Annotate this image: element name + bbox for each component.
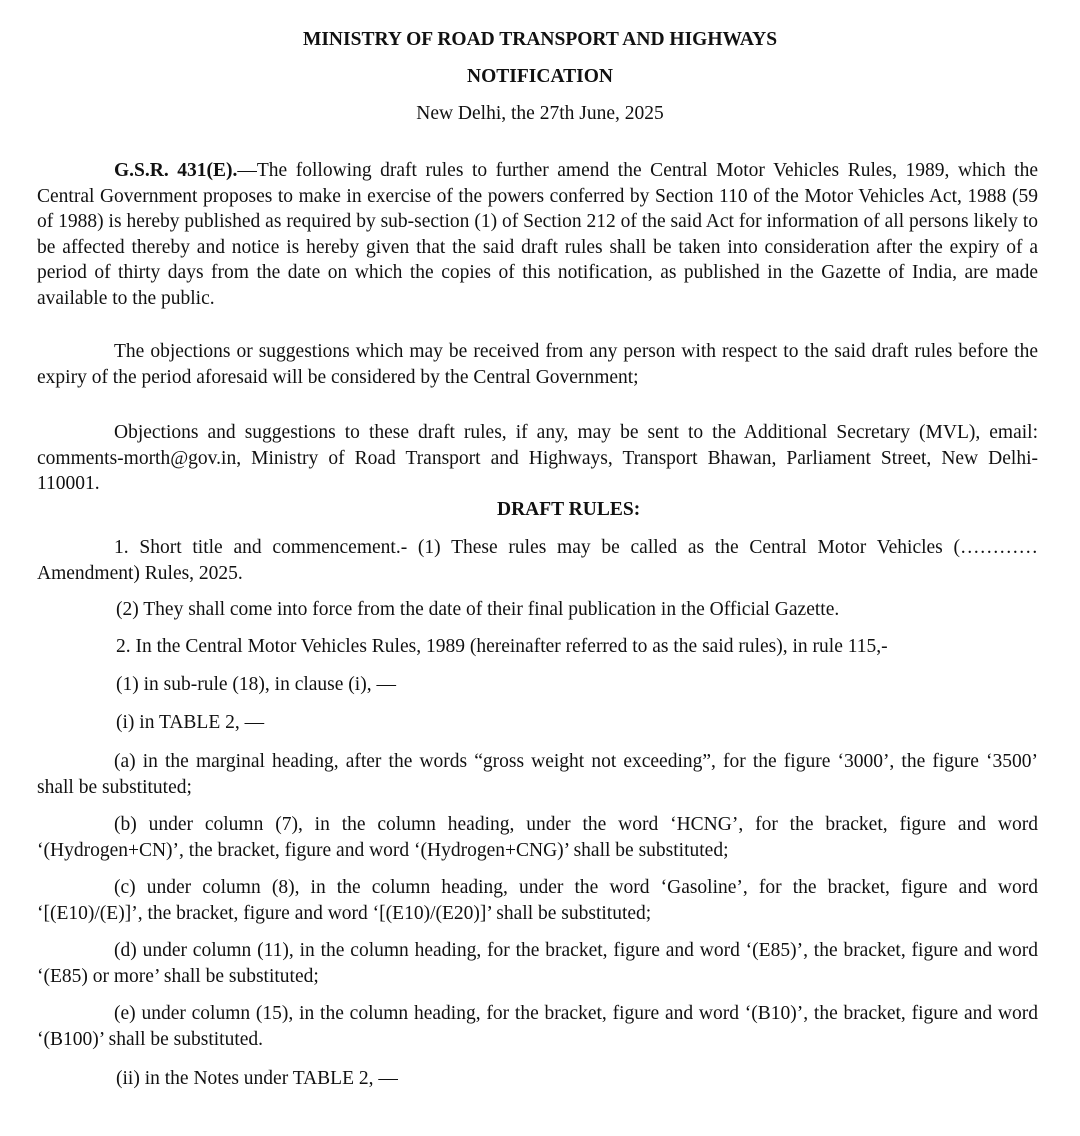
rule-1-commencement: (2) They shall come into force from the date of their final publication in the Official Gazette.: [116, 599, 840, 620]
amendment-d: (d) under column (11), in the column heading, for the bracket, figure and word ‘(E85)’, the bracket, figure and word ‘(E85) or more’ shall be substituted;: [37, 940, 1038, 987]
subrule-18-clause: (1) in sub-rule (18), in clause (i), —: [116, 674, 396, 695]
ministry-heading: MINISTRY OF ROAD TRANSPORT AND HIGHWAYS: [302, 29, 778, 50]
gsr-number: G.S.R. 431(E).: [114, 160, 238, 181]
table-2-item: (i) in TABLE 2, —: [116, 712, 265, 733]
preamble-text: —The following draft rules to further amend the Central Motor Vehicles Rules, 1989, which the Central Government proposes to make in exercise of the powers conferred by Section 110 of the Motor Vehicles Act, 1988 (59 of 1988) is hereby published as required by sub-section (1) of Section 212 of the said Act for information of all persons likely to be affected thereby and notice is hereby given that the said draft rules shall be taken into consideration after the expiry of a period of thirty days from the date on which the copies of this notification, as published in the Gazette of India, are made available to the public.: [37, 160, 1038, 309]
amendment-a: (a) in the marginal heading, after the words “gross weight not exceeding”, for the figure ‘3000’, the figure ‘3500’ shall be substituted;: [37, 751, 1038, 798]
address-paragraph: Objections and suggestions to these draft rules, if any, may be sent to the Additional Secretary (MVL), email: comments-morth@gov.in, Ministry of Road Transport and Highways, Transport Bhawan, Parliament Street, New Delhi-110001.: [37, 422, 1038, 495]
draft-rules-heading: DRAFT RULES:: [497, 499, 641, 520]
amendment-b: (b) under column (7), in the column heading, under the word ‘HCNG’, for the bracket, figure and word ‘(Hydrogen+CN)’, the bracket, figure and word ‘(Hydrogen+CNG)’ shall be substituted;: [37, 814, 1038, 861]
rule-1-short-title: 1. Short title and commencement.- (1) These rules may be called as the Central Motor Vehicles (………… Amendment) Rules, 2025.: [37, 537, 1038, 584]
objections-paragraph: The objections or suggestions which may be received from any person with respect to the said draft rules before the expiry of the period aforesaid will be considered by the Central Government;: [37, 341, 1038, 388]
amendment-e: (e) under column (15), in the column heading, for the bracket, figure and word ‘(B10)’, the bracket, figure and word ‘(B100)’ shall be substituted.: [37, 1003, 1038, 1050]
rule-2-intro: 2. In the Central Motor Vehicles Rules, 1989 (hereinafter referred to as the said rules), in rule 115,-: [116, 636, 888, 657]
place-date: New Delhi, the 27th June, 2025: [416, 103, 664, 124]
notification-heading: NOTIFICATION: [467, 66, 613, 87]
notes-table-2-item: (ii) in the Notes under TABLE 2, —: [116, 1068, 398, 1089]
amendment-c: (c) under column (8), in the column heading, under the word ‘Gasoline’, for the bracket, figure and word ‘[(E10)/(E)]’, the bracket, figure and word ‘[(E10)/(E20)]’ shall be substituted;: [37, 877, 1038, 924]
preamble-paragraph: [37, 158, 1038, 312]
